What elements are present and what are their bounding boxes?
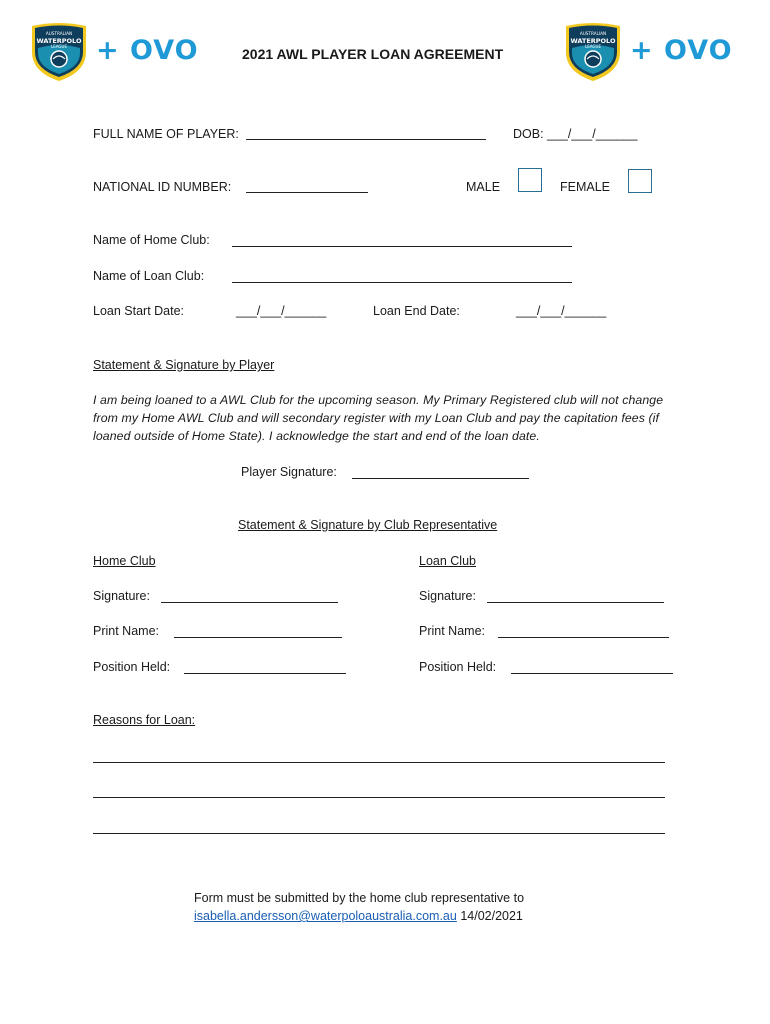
svg-text:WATERPOLO: WATERPOLO	[36, 37, 82, 45]
player-statement-text: I am being loaned to a AWL Club for the upcoming season. My Primary Registered club will not change from my Home AWL Club and will secondary register with my Loan Club and pay the capitation fees (if loaned outside of Home State). I acknowledge the start and end of the loan date.	[93, 393, 664, 443]
footer-date: 14/02/2021	[460, 909, 523, 923]
svg-text:LEAGUE: LEAGUE	[51, 44, 67, 49]
reasons-heading: Reasons for Loan:	[93, 713, 196, 727]
awl-logo-left	[28, 22, 90, 87]
home-signature-label: Signature:	[93, 589, 150, 603]
reasons-line-2[interactable]	[93, 797, 665, 798]
ovo-partner-logo-right: + OVO	[630, 35, 733, 66]
loan-signature-label: Signature:	[419, 589, 476, 603]
svg-text:AUSTRALIAN: AUSTRALIAN	[45, 31, 73, 36]
home-club-heading: Home Club	[93, 554, 156, 568]
loan-end-date-field[interactable]: ___/___/______	[516, 304, 607, 318]
footer-instruction: Form must be submitted by the home club representative to	[194, 891, 525, 905]
loan-print-name-field[interactable]	[498, 624, 669, 638]
svg-text:AUSTRALIAN: AUSTRALIAN	[579, 31, 607, 36]
player-statement-heading: Statement & Signature by Player	[93, 358, 275, 372]
page-title: 2021 AWL PLAYER LOAN AGREEMENT	[242, 46, 504, 62]
home-print-name-field[interactable]	[174, 624, 342, 638]
reasons-line-1[interactable]	[93, 762, 665, 763]
loan-print-name-label: Print Name:	[419, 624, 485, 638]
shield-icon	[28, 22, 90, 82]
loan-start-label: Loan Start Date:	[93, 304, 185, 318]
svg-text:WATERPOLO: WATERPOLO	[570, 37, 616, 45]
awl-logo-right	[562, 22, 624, 87]
reasons-line-3[interactable]	[93, 833, 665, 834]
shield-icon	[562, 22, 624, 82]
home-club-field[interactable]	[232, 233, 572, 247]
national-id-label: NATIONAL ID NUMBER:	[93, 180, 232, 194]
female-label: FEMALE	[560, 180, 611, 194]
loan-club-heading: Loan Club	[419, 554, 476, 568]
male-label: MALE	[466, 180, 501, 194]
home-position-label: Position Held:	[93, 660, 171, 674]
loan-end-label: Loan End Date:	[373, 304, 460, 318]
national-id-field[interactable]	[246, 179, 368, 193]
home-club-label: Name of Home Club:	[93, 233, 210, 247]
full-name-label: FULL NAME OF PLAYER:	[93, 127, 239, 141]
loan-position-field[interactable]	[511, 660, 673, 674]
player-signature-label: Player Signature:	[241, 465, 337, 479]
home-print-name-label: Print Name:	[93, 624, 159, 638]
player-signature-field[interactable]	[352, 465, 529, 479]
ovo-partner-logo-left: + OVO	[96, 35, 199, 66]
loan-club-label: Name of Loan Club:	[93, 269, 205, 283]
male-checkbox[interactable]	[518, 168, 542, 192]
club-statement-heading: Statement & Signature by Club Representative	[238, 518, 498, 532]
loan-position-label: Position Held:	[419, 660, 497, 674]
svg-text:LEAGUE: LEAGUE	[585, 44, 601, 49]
footer-email-link[interactable]: isabella.andersson@waterpoloaustralia.com.au	[194, 909, 457, 923]
full-name-field[interactable]	[246, 126, 486, 140]
female-checkbox[interactable]	[628, 169, 652, 193]
loan-club-field[interactable]	[232, 269, 572, 283]
dob-label[interactable]: DOB: ___/___/______	[513, 127, 638, 141]
footer-contact	[194, 908, 523, 924]
home-position-field[interactable]	[184, 660, 346, 674]
home-signature-field[interactable]	[161, 589, 338, 603]
loan-signature-field[interactable]	[487, 589, 664, 603]
loan-start-date-field[interactable]: ___/___/______	[236, 304, 327, 318]
